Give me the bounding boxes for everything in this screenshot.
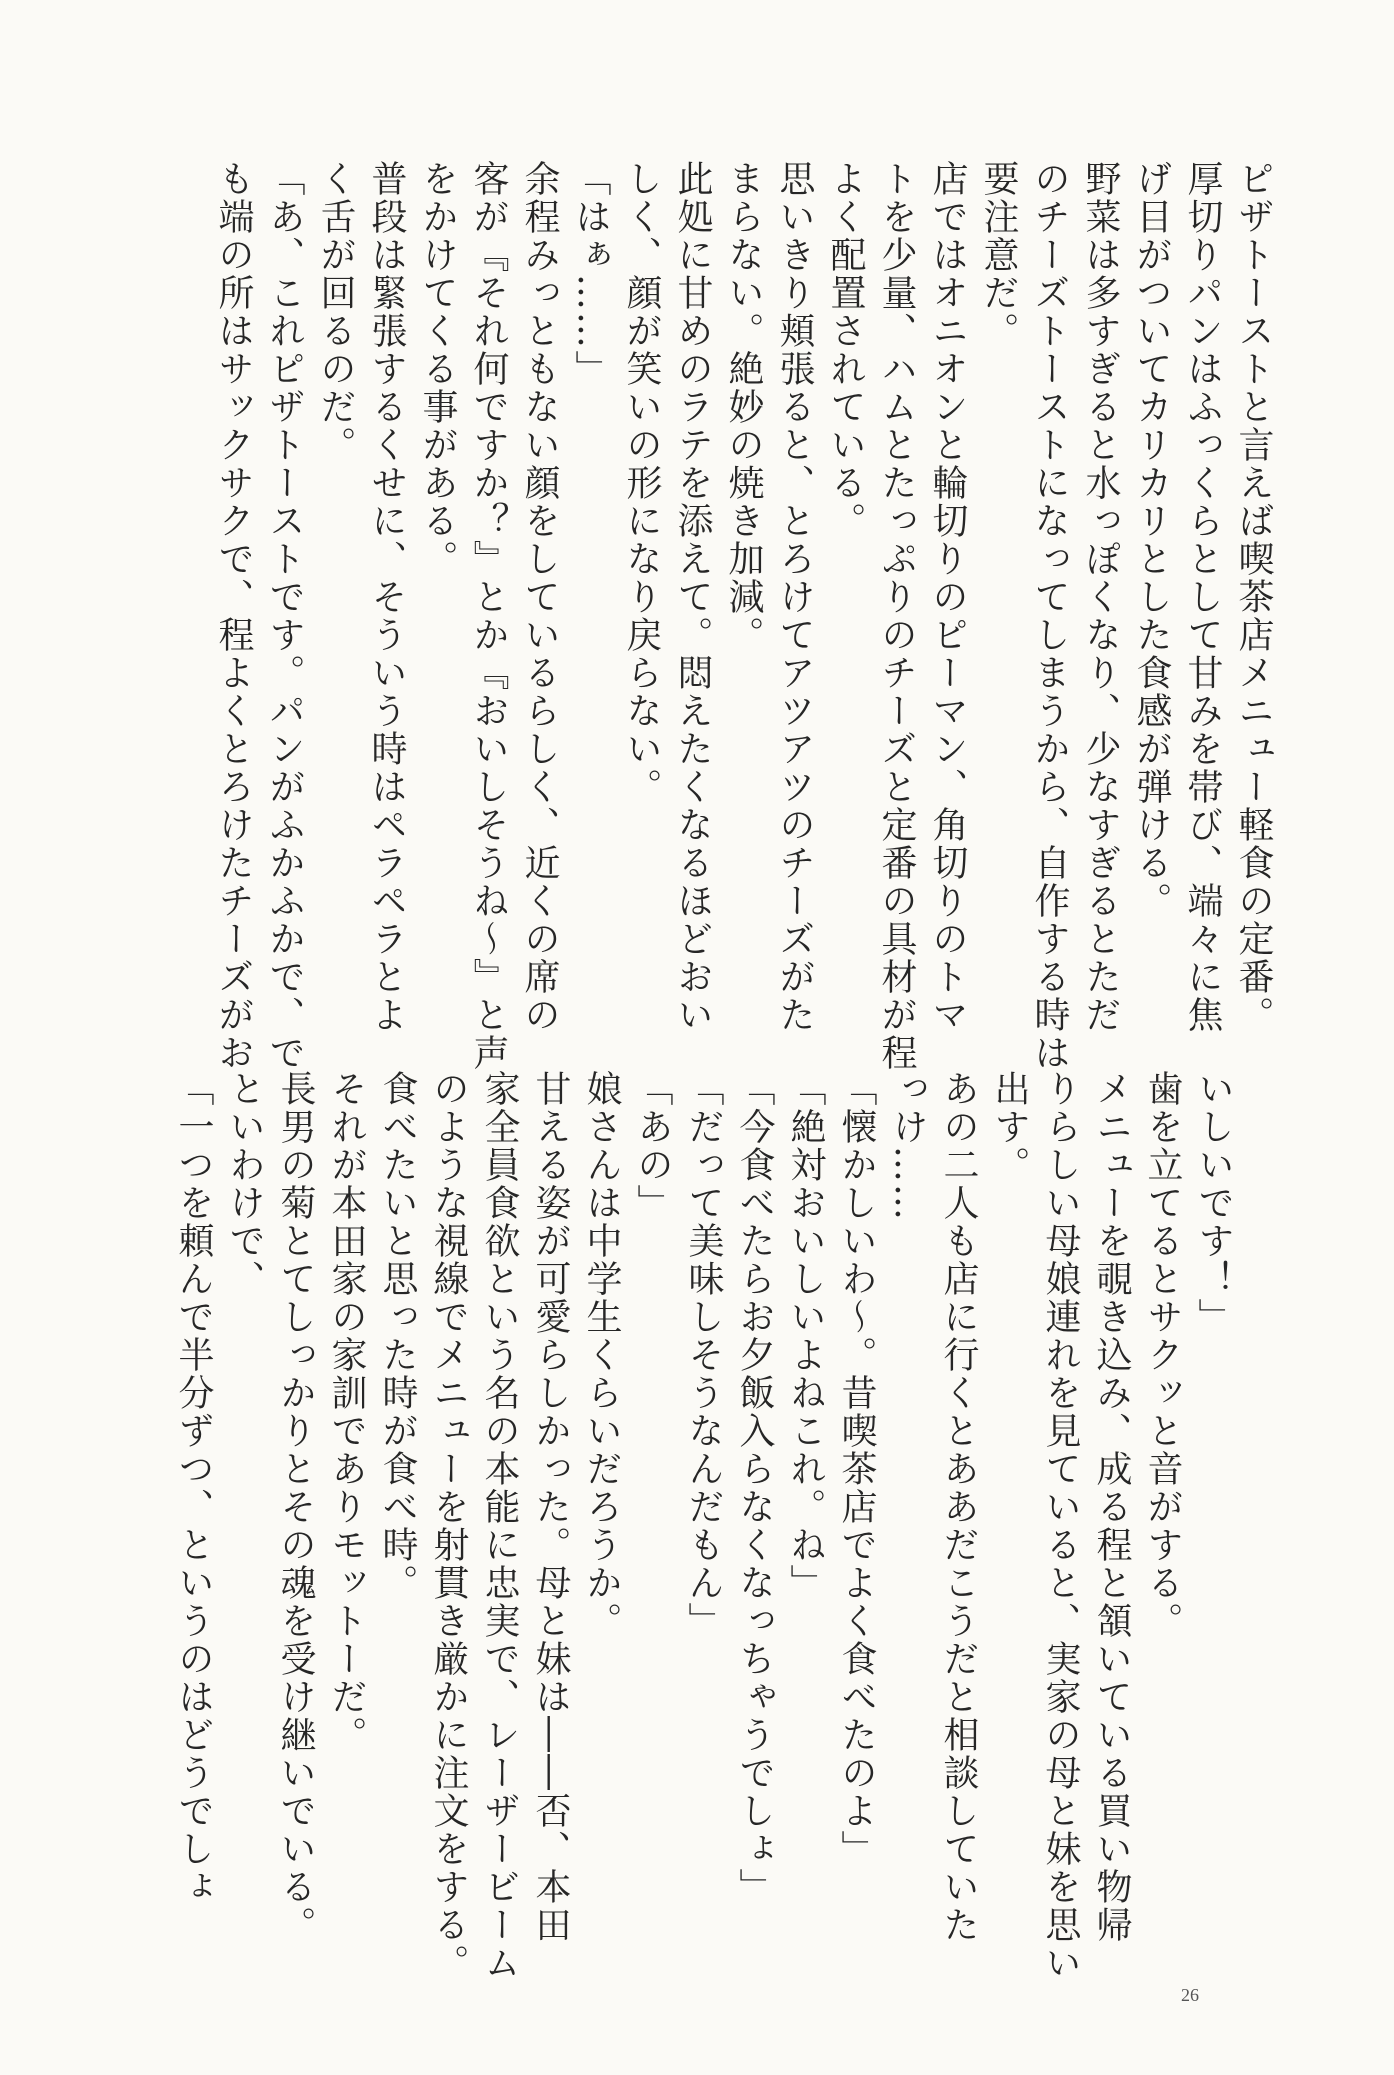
text-line: それが本田家の家訓でありモットーだ。 xyxy=(326,1070,367,1754)
text-line: 「絶対おいしいよねこれ。ね」 xyxy=(785,1070,826,1602)
text-line: も端の所はサックサクで、程よくとろけたチーズがお xyxy=(213,160,254,1072)
text-block-bottom xyxy=(173,1070,1239,1982)
text-line: 家全員食欲という名の本能に忠実で、レーザービーム xyxy=(479,1070,520,1982)
text-block-top xyxy=(213,160,1279,1072)
text-line: 「一つを頼んで半分ずつ、というのはどうでしょ xyxy=(173,1070,214,1906)
text-line: あの二人も店に行くとああだこうだと相談していた xyxy=(938,1070,979,1944)
text-line: いしいです！」 xyxy=(1193,1070,1234,1336)
text-line: 思いきり頬張ると、とろけてアツアツのチーズがた xyxy=(774,160,815,1034)
text-line: 普段は緊張するくせに、そういう時はペラペラとよ xyxy=(366,160,407,1034)
text-line: 「今食べたらお夕飯入らなくなっちゃうでしょ」 xyxy=(734,1070,775,1906)
text-line: のチーズトーストになってしまうから、自作する時は xyxy=(1029,160,1070,1072)
text-line: 娘さんは中学生くらいだろうか。 xyxy=(581,1070,622,1640)
text-line: く舌が回るのだ。 xyxy=(315,160,356,464)
text-line: のような視線でメニューを射貫き厳かに注文をする。 xyxy=(428,1070,469,1982)
text-line: ピザトーストと言えば喫茶店メニュー軽食の定番。 xyxy=(1233,160,1274,1034)
text-line: 「だって美味しそうなんだもん」 xyxy=(683,1070,724,1640)
text-line: をかけてくる事がある。 xyxy=(417,160,458,578)
text-line: 余程みっともない顔をしているらしく、近くの席の xyxy=(519,160,560,1034)
text-line: トを少量、ハムとたっぷりのチーズと定番の具材が程 xyxy=(876,160,917,1072)
text-line: 「懐かしいわ～。昔喫茶店でよく食べたのよ」 xyxy=(836,1070,877,1868)
text-line: よく配置されている。 xyxy=(825,160,866,540)
text-line: げ目がついてカリカリとした食感が弾ける。 xyxy=(1131,160,1172,920)
text-line: しく、顔が笑いの形になり戻らない。 xyxy=(621,160,662,806)
text-line: 「あ、これピザトーストです。パンがふかふかで、で xyxy=(264,160,305,1072)
text-line: まらない。絶妙の焼き加減。 xyxy=(723,160,764,654)
text-line: 長男の菊とてしっかりとその魂を受け継いでいる。 xyxy=(275,1070,316,1944)
text-line: といわけで、 xyxy=(224,1070,265,1298)
text-line: 此処に甘めのラテを添えて。悶えたくなるほどおい xyxy=(672,160,713,1034)
text-line: りらしい母娘連れを見ていると、実家の母と妹を思い xyxy=(1040,1070,1081,1982)
text-line: 店ではオニオンと輪切りのピーマン、角切りのトマ xyxy=(927,160,968,1034)
text-line: 出す。 xyxy=(989,1070,1030,1184)
text-line: 厚切りパンはふっくらとして甘みを帯び、端々に焦 xyxy=(1182,160,1223,1034)
text-line: 要注意だ。 xyxy=(978,160,1019,350)
text-line: 「はぁ……」 xyxy=(570,160,611,388)
text-line: 「あの」 xyxy=(632,1070,673,1222)
page-number: 26 xyxy=(1181,1985,1199,2005)
text-line: 客が『それ何ですか？』とか『おいしそうね～』と声 xyxy=(468,160,509,1072)
text-line: 食べたいと思った時が食べ時。 xyxy=(377,1070,418,1602)
text-line: 野菜は多すぎると水っぽくなり、少なすぎるとただ xyxy=(1080,160,1121,1034)
text-line: 歯を立てるとサクッと音がする。 xyxy=(1142,1070,1183,1640)
text-line: 甘える姿が可愛らしかった。母と妹は――否、本田 xyxy=(530,1070,571,1944)
text-line: メニューを覗き込み、成る程と頷いている買い物帰 xyxy=(1091,1070,1132,1944)
text-line: っけ…… xyxy=(887,1070,928,1222)
